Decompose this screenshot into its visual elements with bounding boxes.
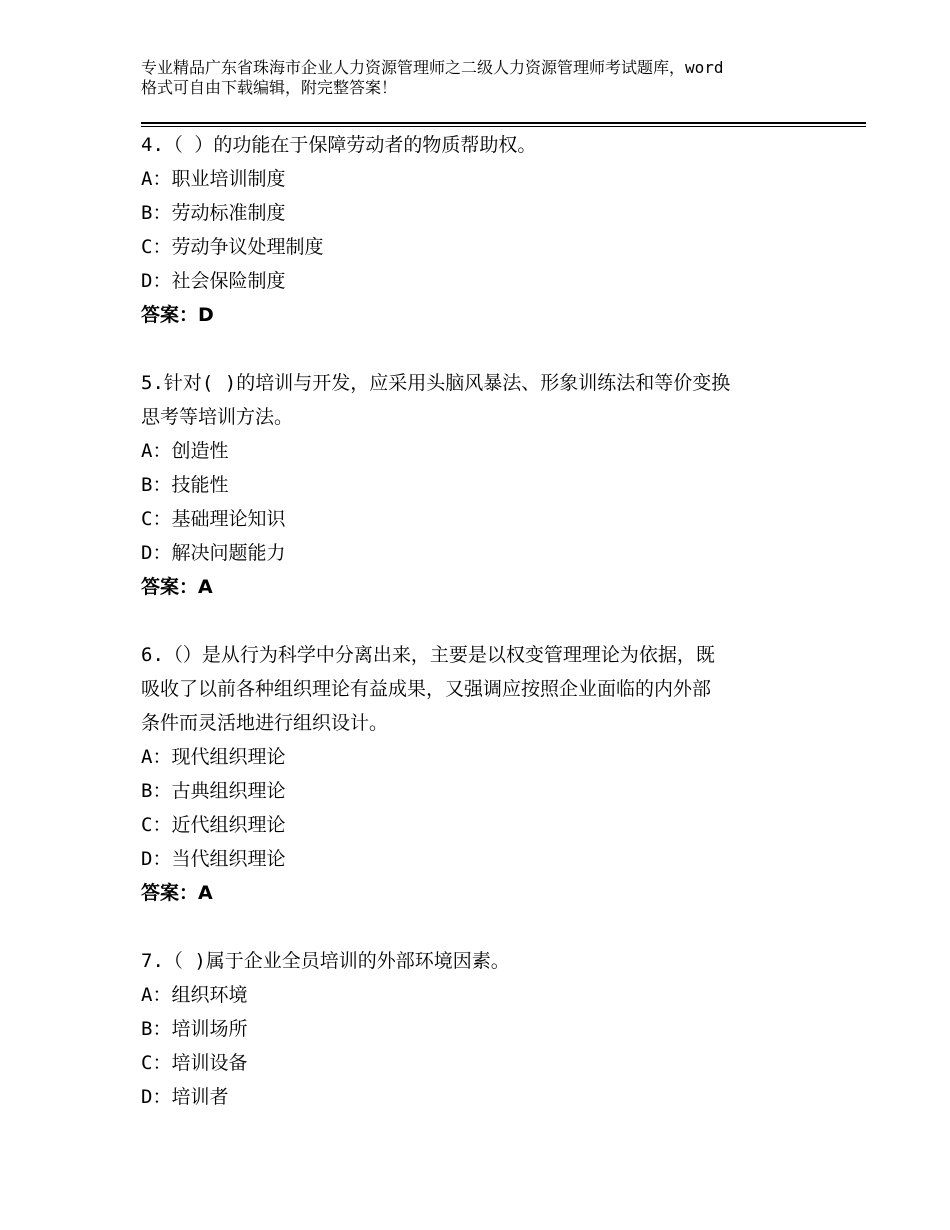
option-b: B：技能性 [141, 474, 229, 496]
option-b: B：古典组织理论 [141, 780, 286, 802]
question-stem-line: 4.（ ）的功能在于保障劳动者的物质帮助权。 [141, 134, 537, 156]
question-stem-line: 7.（ )属于企业全员培训的外部环境因素。 [141, 950, 510, 972]
header-title-line-1: 专业精品广东省珠海市企业人力资源管理师之二级人力资源管理师考试题库，word [141, 58, 724, 77]
question-stem [141, 944, 841, 978]
option-c: C：基础理论知识 [141, 508, 286, 530]
header-rule-thick [141, 122, 866, 124]
option-c: C：近代组织理论 [141, 814, 286, 836]
option-d: D：解决问题能力 [141, 542, 286, 564]
answer-label: 答案：A [141, 882, 213, 904]
question-stem-line: 5.针对( )的培训与开发，应采用头脑风暴法、形象训练法和等价变换 [141, 372, 731, 394]
option-b: B：培训场所 [141, 1018, 248, 1040]
question-stem [141, 638, 841, 740]
question-stem-line: 6.（）是从行为科学中分离出来，主要是以权变管理理论为依据，既 [141, 644, 715, 666]
option-d: D：培训者 [141, 1086, 229, 1108]
question-list [141, 128, 841, 1148]
document-header [141, 58, 841, 98]
question-6 [141, 638, 841, 910]
option-a: A：现代组织理论 [141, 746, 286, 768]
option-a: A：创造性 [141, 440, 229, 462]
answer-label: 答案：D [141, 304, 214, 326]
option-d: D：当代组织理论 [141, 848, 286, 870]
question-7 [141, 944, 841, 1114]
option-b: B：劳动标准制度 [141, 202, 286, 224]
option-a: A：组织环境 [141, 984, 248, 1006]
header-title-line-2: 格式可自由下载编辑，附完整答案！ [141, 78, 398, 97]
question-stem-line: 吸收了以前各种组织理论有益成果，又强调应按照企业面临的内外部 [141, 678, 712, 700]
question-stem-line: 条件而灵活地进行组织设计。 [141, 712, 389, 734]
option-c: C：培训设备 [141, 1052, 248, 1074]
question-5 [141, 366, 841, 604]
option-c: C：劳动争议处理制度 [141, 236, 324, 258]
question-4 [141, 128, 841, 332]
option-a: A：职业培训制度 [141, 168, 286, 190]
question-stem [141, 128, 841, 162]
question-stem [141, 366, 841, 434]
option-d: D：社会保险制度 [141, 270, 286, 292]
answer-label: 答案：A [141, 576, 213, 598]
header-rule-thin [141, 126, 866, 127]
question-stem-line: 思考等培训方法。 [141, 406, 294, 428]
